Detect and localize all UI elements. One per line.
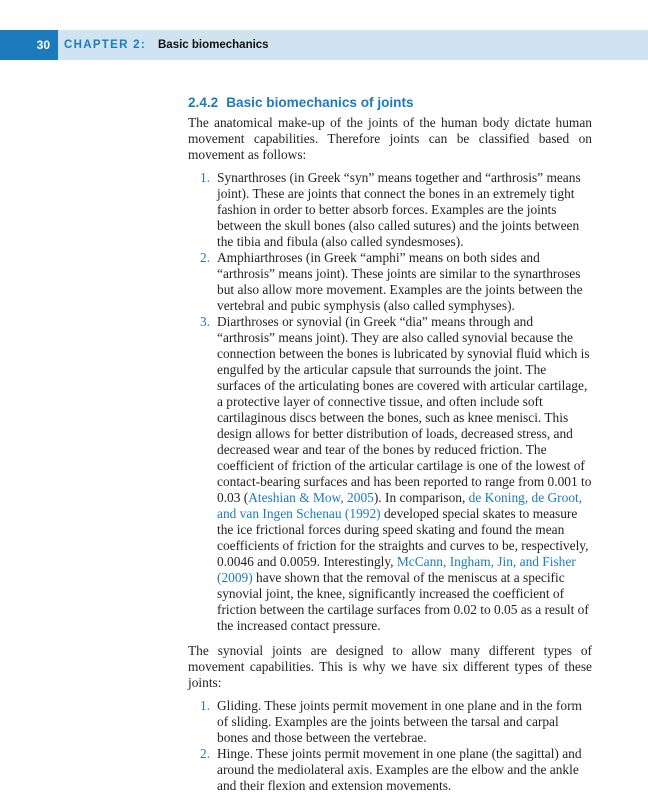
synovial-intro-paragraph: The synovial joints are designed to allow many different types of movement capabilities. This is why we have six different types of these joints: (188, 643, 592, 690)
list-item-text: Amphiarthroses (in Greek “amphi” means on both sides and “arthrosis” means joint). These joints are similar to the synarthroses but also allow more movement. Examples are the joints between the vertebral and pubic symphysis (also called symphyses). (217, 250, 583, 313)
section-number: 2.4.2 (188, 95, 219, 110)
list-item-text (217, 314, 591, 633)
list-number: 2. (200, 250, 211, 265)
text-run: ). In comparison, (373, 490, 469, 505)
body-content (188, 93, 592, 794)
chapter-title: Basic biomechanics (158, 39, 269, 51)
list-number: 1. (200, 170, 211, 185)
text-run: have shown that the removal of the meniscus at a specific synovial joint, the knee, significantly increased the coefficient of friction between the cartilage surfaces from 0.02 to 0.05 as a result of the increased contact pressure. (217, 570, 589, 633)
joint-types-list (188, 170, 592, 634)
citation-link-ateshian-mow[interactable]: Ateshian & Mow, 2005 (248, 490, 374, 505)
list-number: 3. (200, 314, 211, 329)
intro-paragraph: The anatomical make-up of the joints of the human body dictate human movement capabilities. Therefore joints can be classified based on movement as follows: (188, 115, 592, 162)
list-number: 2. (200, 746, 211, 761)
section-heading (188, 93, 592, 113)
list-item (188, 250, 592, 314)
list-item (188, 314, 592, 634)
citation-link-mccann[interactable]: McCann, Ingham, Jin, and Fisher (2009) (217, 554, 576, 585)
text-run: Diarthroses or synovial (in Greek “dia” means through and “arthrosis” means joint). They are also called synovial because the connection between the bones is lubricated by synovial fluid which is engulfed by the articular capsule that surrounds the joint. The surfaces of the articulating bones are covered with articular cartilage, a protective layer of connective tissue, and often include soft cartilaginous discs between the bones, such as knee menisci. This design allows for better distribution of loads, decreased stress, and decreased wear and tear of the bones by reduced friction. The coefficient of friction of the articular cartilage is one of the lowest of contact-bearing surfaces and has been reported to range from 0.001 to 0.03 ( (217, 314, 592, 505)
citation-link-de-koning[interactable]: de Koning, de Groot, and van Ingen Schenau (1992) (217, 490, 583, 521)
list-number: 1. (200, 698, 211, 713)
list-item (188, 698, 592, 746)
synovial-types-list (188, 698, 592, 794)
section-title: Basic biomechanics of joints (226, 95, 414, 110)
running-header (0, 30, 648, 60)
list-item-text: Hinge. These joints permit movement in one plane (the sagittal) and around the mediolateral axis. Examples are the elbow and the ankle and their flexion and extension movements. (217, 746, 582, 793)
page-number: 30 (0, 30, 58, 60)
list-item (188, 170, 592, 250)
list-item (188, 746, 592, 794)
chapter-label: CHAPTER 2: (64, 39, 147, 51)
text-run: developed special skates to measure the ice frictional forces during speed skating and found the mean coefficients of friction for the straights and curves to be, respectively, 0.0046 and 0.0059. Interestingly, (217, 506, 589, 569)
list-item-text: Synarthroses (in Greek “syn” means together and “arthrosis” means joint). These are joints that connect the bones in an extremely tight fashion in order to better absorb forces. Examples are the joints between the skull bones (also called sutures) and the joints between the tibia and fibula (also called syndesmoses). (217, 170, 581, 249)
list-item-text: Gliding. These joints permit movement in one plane and in the form of sliding. Examples are the joints between the tarsal and carpal bones and those between the vertebrae. (217, 698, 582, 745)
